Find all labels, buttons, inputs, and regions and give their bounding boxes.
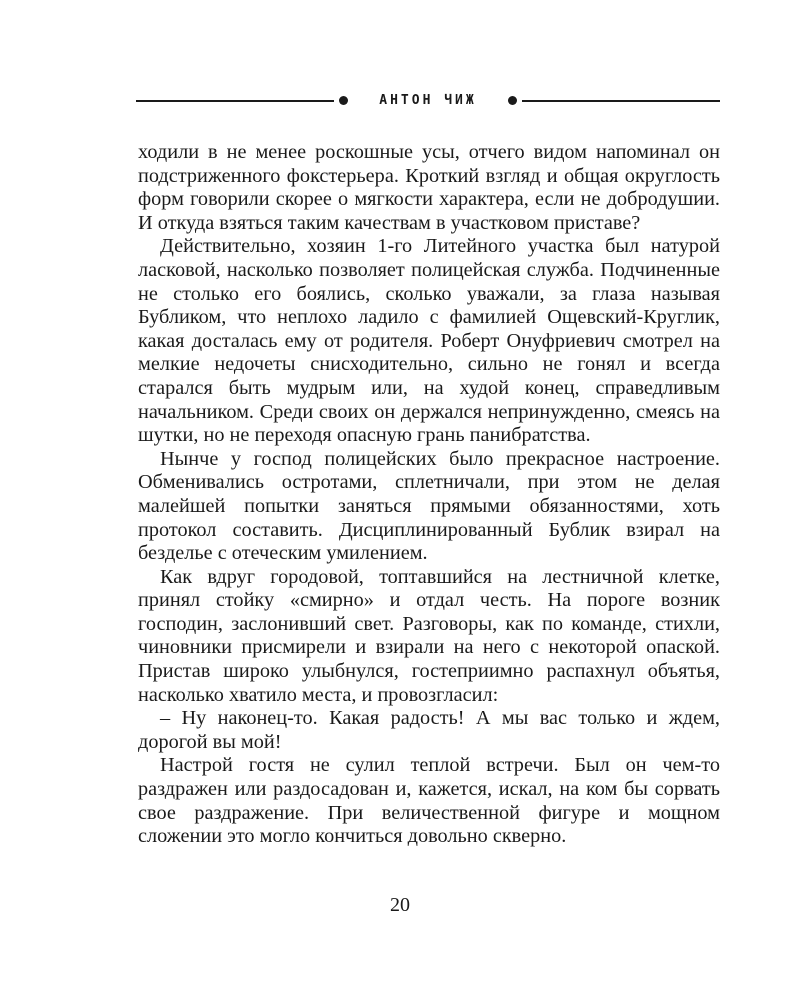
author-name: АНТОН ЧИЖ [379,93,477,108]
header-rule-right [522,100,720,102]
page-number: 20 [390,894,410,916]
header-dot-right [508,96,517,105]
paragraph: ходили в не менее роскошные усы, отчего видом напоминал он подстриженного фокстерьера. Кроткий взгляд и общая округлость форм говорили скорее о мягкости характера, если не добродушии. И откуда взяться таким качествам в участковом приставе? [138,141,720,234]
paragraph: – Ну наконец-то. Какая радость! А мы вас только и ждем, дорогой вы мой! [138,707,720,753]
paragraph: Нынче у господ полицейских было прекрасное настроение. Обменивались остротами, сплетничали, при этом не делая малейшей попытки заняться прямыми обязанностями, хоть протокол составить. Дисциплинированный Бублик взирал на безделье с отеческим умилением. [138,447,720,565]
paragraph: Как вдруг городовой, топтавшийся на лестничной клетке, принял стойку «смирно» и отдал честь. На пороге возник господин, заслонивший свет. Разговоры, как по команде, стихли, чиновники присмирели и взирали на него с некоторой опаской. Пристав широко улыбнулся, гостеприимно распахнул объятья, насколько хватило места, и провозгласил: [138,565,720,706]
paragraph: Настрой гостя не сулил теплой встречи. Был он чем-то раздражен или раздосадован и, кажется, искал, на ком бы сорвать свое раздражение. При величественной фигуре и мощном сложении это могло кончиться довольно скверно. [138,754,720,848]
header-dot-left [339,96,348,105]
body-text [138,141,720,849]
running-header [136,92,720,110]
paragraph: Действительно, хозяин 1-го Литейного участка был натурой ласковой, насколько позволяет полицейская служба. Подчиненные не столько его боялись, сколько уважали, за глаза называя Бубликом, что неплохо ладило с фамилией Ощевский-Круглик, какая досталась ему от родителя. Роберт Онуфриевич смотрел на мелкие недочеты снисходительно, сильно не гонял и всегда старался быть мудрым или, на худой конец, справедливым начальником. Среди своих он держался непринужденно, смеясь на шутки, но не переходя опасную грань панибратства. [138,235,720,447]
header-rule-left [136,100,334,102]
